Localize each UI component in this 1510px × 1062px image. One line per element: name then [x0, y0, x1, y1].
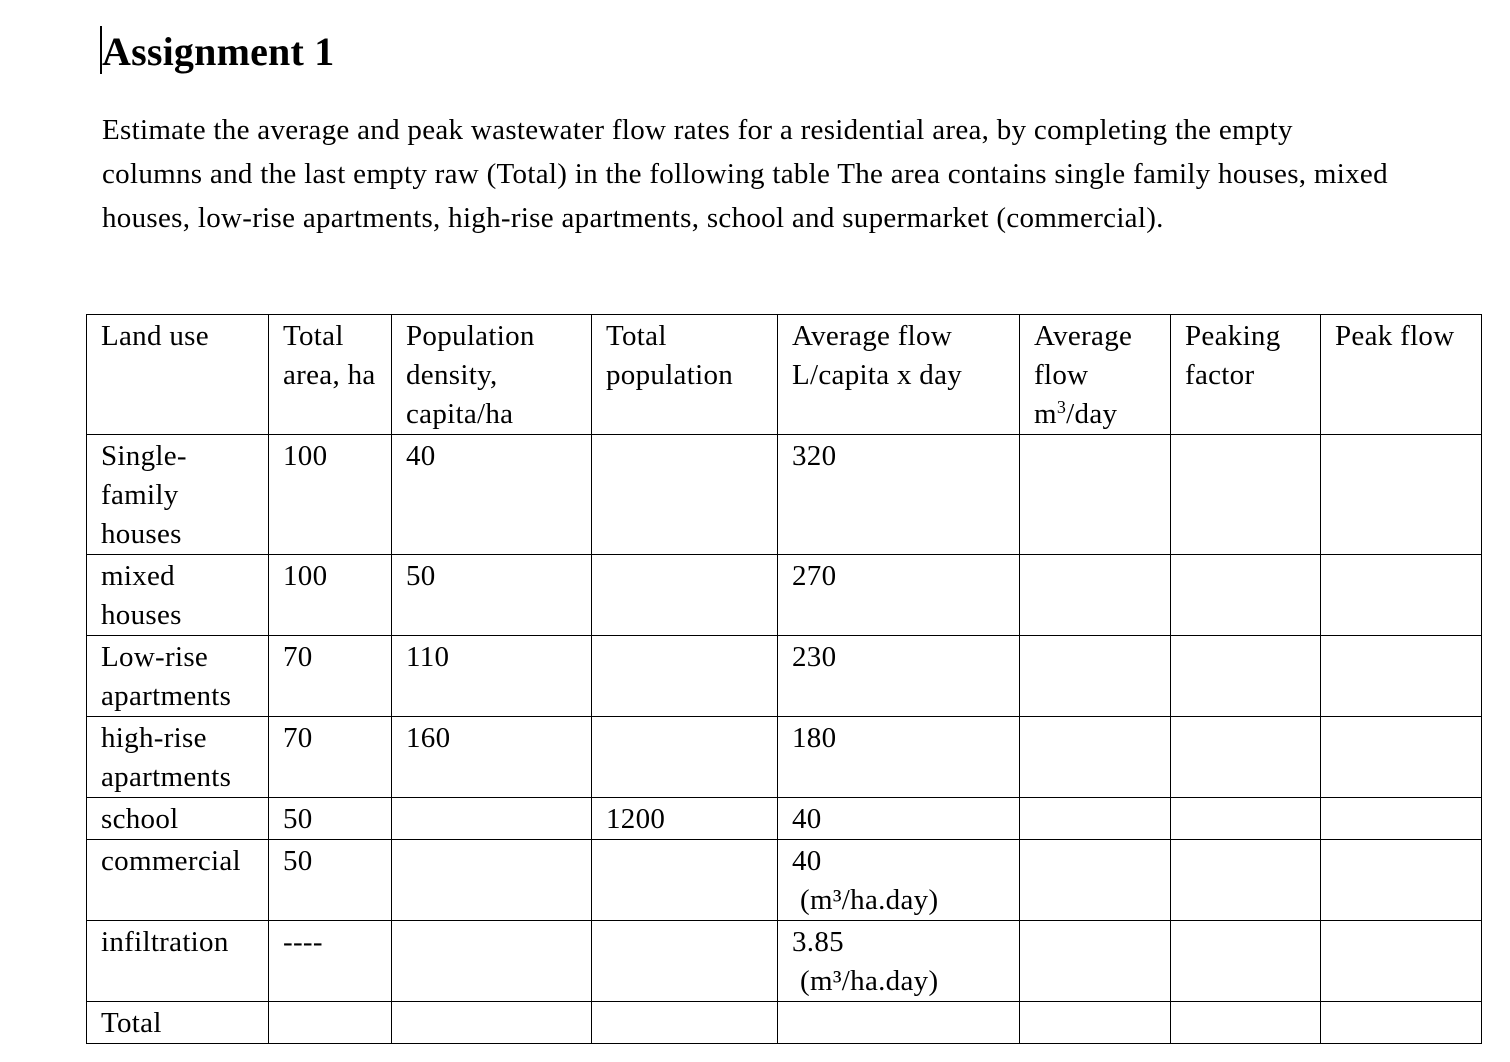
cell-total-population: [592, 1002, 778, 1044]
cell-average-flow: [778, 921, 1020, 1002]
cell-population-density: 160: [392, 717, 592, 798]
cell-peak-flow: [1321, 636, 1482, 717]
cell-peaking-factor: [1171, 921, 1321, 1002]
cell-land-use: Single-family houses: [87, 435, 269, 555]
cell-peaking-factor: [1171, 717, 1321, 798]
header-peaking-factor: Peaking factor: [1171, 315, 1321, 435]
cell-average-flow: [778, 1002, 1020, 1044]
cell-total-population: [592, 555, 778, 636]
cell-total-population: 1200: [592, 798, 778, 840]
cell-peak-flow: [1321, 921, 1482, 1002]
cell-average-flow-m3: [1020, 555, 1171, 636]
cell-peak-flow: [1321, 840, 1482, 921]
wastewater-flow-table: [86, 314, 1482, 1044]
cell-land-use: commercial: [87, 840, 269, 921]
cell-average-flow-value: 40: [792, 803, 822, 835]
cell-average-flow-m3: [1020, 921, 1171, 1002]
cell-total-area: 100: [269, 555, 392, 636]
cell-total-area: 70: [269, 717, 392, 798]
table-row-total: [87, 1002, 1482, 1044]
cell-total-area: [269, 1002, 392, 1044]
cell-average-flow: [778, 555, 1020, 636]
cell-average-flow-unit: (m³/ha.day): [800, 884, 939, 916]
cell-total-population: [592, 840, 778, 921]
cell-average-flow-value: 320: [792, 440, 837, 472]
cell-population-density: 110: [392, 636, 592, 717]
cell-average-flow: [778, 435, 1020, 555]
table-row: [87, 717, 1482, 798]
cell-average-flow-m3: [1020, 636, 1171, 717]
table-row: [87, 921, 1482, 1002]
table-header-row: [87, 315, 1482, 435]
cell-average-flow-m3: [1020, 798, 1171, 840]
cell-land-use: Low-rise apartments: [87, 636, 269, 717]
header-total-population: Total population: [592, 315, 778, 435]
header-population-density: Population density, capita/ha: [392, 315, 592, 435]
cell-peaking-factor: [1171, 798, 1321, 840]
cell-average-flow-m3: [1020, 435, 1171, 555]
cell-average-flow: [778, 798, 1020, 840]
cell-average-flow-m3: [1020, 717, 1171, 798]
cell-average-flow-m3: [1020, 1002, 1171, 1044]
cell-total-population: [592, 636, 778, 717]
table-row: [87, 798, 1482, 840]
cell-average-flow: [778, 717, 1020, 798]
cell-peak-flow: [1321, 717, 1482, 798]
page-title: Assignment 1: [102, 29, 335, 74]
cell-peaking-factor: [1171, 435, 1321, 555]
table-row: [87, 435, 1482, 555]
header-average-flow-m3-unit: /day: [1066, 398, 1118, 430]
cell-land-use: high-rise apartments: [87, 717, 269, 798]
cell-average-flow-value: 230: [792, 641, 837, 673]
table-row: [87, 840, 1482, 921]
table-row: [87, 636, 1482, 717]
cell-peak-flow: [1321, 435, 1482, 555]
cell-land-use: infiltration: [87, 921, 269, 1002]
cell-average-flow: [778, 636, 1020, 717]
cell-total-population: [592, 717, 778, 798]
cell-population-density: [392, 840, 592, 921]
header-total-area: Total area, ha: [269, 315, 392, 435]
header-peak-flow: Peak flow: [1321, 315, 1482, 435]
cell-total-area: 100: [269, 435, 392, 555]
cell-average-flow-unit: (m³/ha.day): [800, 965, 939, 997]
cell-average-flow-value: 40: [792, 845, 822, 877]
header-average-flow-m3-exponent: 3: [1056, 397, 1067, 417]
cell-total-population: [592, 921, 778, 1002]
cell-average-flow-value: 180: [792, 722, 837, 754]
assignment-instructions: Estimate the average and peak wastewater flow rates for a residential area, by completing the empty columns and the last empty raw (Total) in the following table The area contains single family houses, mixed houses, low-rise apartments, high-rise apartments, school and supermarket (commercial).: [102, 114, 1388, 234]
cell-total-area: 50: [269, 840, 392, 921]
header-average-flow-lcd: Average flow L/capita x day: [778, 315, 1020, 435]
table-row: [87, 555, 1482, 636]
cell-peak-flow: [1321, 1002, 1482, 1044]
cell-population-density: [392, 1002, 592, 1044]
cell-peaking-factor: [1171, 555, 1321, 636]
cell-land-use: Total: [87, 1002, 269, 1044]
cell-peak-flow: [1321, 555, 1482, 636]
cell-total-population: [592, 435, 778, 555]
cell-peak-flow: [1321, 798, 1482, 840]
cell-land-use: mixed houses: [87, 555, 269, 636]
header-average-flow-m3: [1020, 315, 1171, 435]
cell-average-flow-m3: [1020, 840, 1171, 921]
cell-total-area: 50: [269, 798, 392, 840]
cell-total-area: ----: [269, 921, 392, 1002]
cell-total-area: 70: [269, 636, 392, 717]
header-land-use: Land use: [87, 315, 269, 435]
cell-population-density: 50: [392, 555, 592, 636]
cell-average-flow: [778, 840, 1020, 921]
cell-average-flow-value: 3.85: [792, 926, 844, 958]
cell-population-density: 40: [392, 435, 592, 555]
cell-average-flow-value: 270: [792, 560, 837, 592]
cell-land-use: school: [87, 798, 269, 840]
header-average-flow-m3-text: Average flow m: [1034, 320, 1133, 430]
cell-peaking-factor: [1171, 840, 1321, 921]
cell-peaking-factor: [1171, 636, 1321, 717]
cell-peaking-factor: [1171, 1002, 1321, 1044]
cell-population-density: [392, 921, 592, 1002]
cell-population-density: [392, 798, 592, 840]
